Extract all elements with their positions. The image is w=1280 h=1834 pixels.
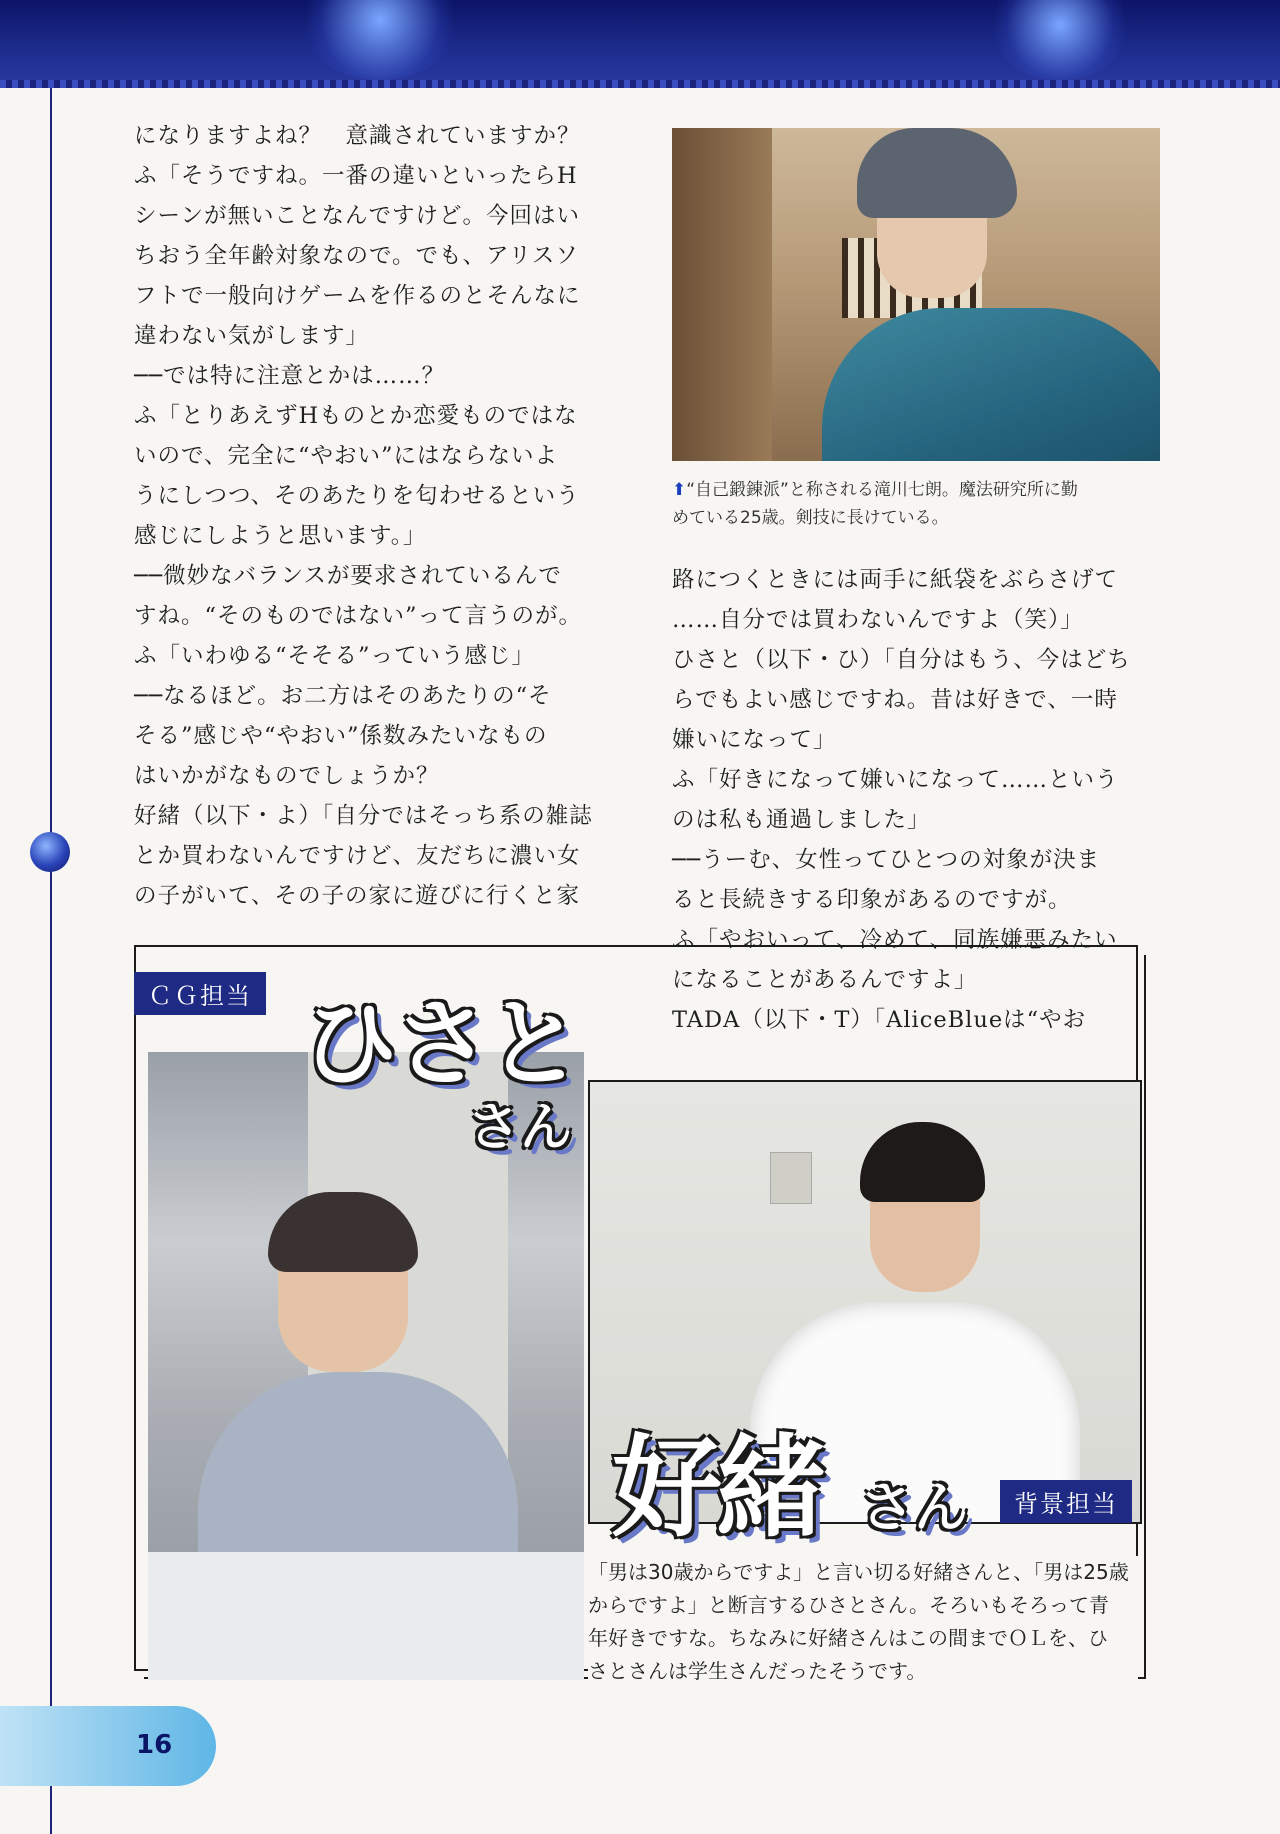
text-line: ふ「そうですね。一番の違いといったらH bbox=[134, 163, 578, 189]
page-number-tab bbox=[0, 1706, 216, 1786]
text-line: らでもよい感じですね。昔は好きで、一時 bbox=[672, 687, 1118, 713]
text-line: はいかがなものでしょうか？ bbox=[134, 763, 440, 789]
character-robe bbox=[822, 308, 1160, 461]
photo-hair bbox=[860, 1122, 985, 1202]
image-caption bbox=[672, 476, 1162, 532]
text-line: そる”感じや“やおい”係数みたいなもの bbox=[134, 723, 548, 749]
text-line: いので、完全に“やおい”にはならないよ bbox=[134, 443, 559, 469]
banner-glow bbox=[990, 0, 1130, 80]
text-line: すね。“そのものではない”って言うのが。 bbox=[134, 603, 583, 629]
text-line: ──うーむ、女性ってひとつの対象が決ま bbox=[672, 847, 1101, 873]
caption-line: 「男は30歳からですよ」と言い切る好緒さんと、「男は25歳 bbox=[588, 1560, 1129, 1584]
caption-line: めている25歳。剣技に長けている。 bbox=[672, 508, 949, 528]
text-line: 違わない気がします」 bbox=[134, 323, 370, 349]
text-line: 路につくときには両手に紙袋をぶらさげて bbox=[672, 567, 1119, 593]
honorific-yoshio: さん bbox=[860, 1475, 968, 1539]
text-line: のは私も通過しました」 bbox=[672, 807, 931, 833]
text-line: フトで一般向けゲームを作るのとそんなに bbox=[134, 283, 581, 309]
name-title-yoshio: 好緒 bbox=[612, 1423, 820, 1552]
text-line: TADA（以下・T）「AliceBlueは“やお bbox=[672, 1007, 1087, 1033]
text-line: になることがあるんですよ」 bbox=[672, 967, 978, 993]
photo-caption bbox=[588, 1556, 1138, 1688]
text-line: 嫌いになって」 bbox=[672, 727, 837, 753]
margin-rule bbox=[50, 88, 52, 1834]
character-hair bbox=[857, 128, 1017, 218]
photo-wall-switch bbox=[770, 1152, 812, 1204]
text-line: ふ「とりあえずHものとか恋愛ものではな bbox=[134, 403, 578, 429]
up-arrow-icon: ⬆ bbox=[672, 480, 687, 500]
caption-line: さとさんは学生さんだったそうです。 bbox=[588, 1659, 927, 1683]
door-frame bbox=[672, 128, 772, 461]
interview-text-left bbox=[134, 116, 624, 916]
text-line: ると長続きする印象があるのですが。 bbox=[672, 887, 1072, 913]
text-line: ──では特に注意とかは……？ bbox=[134, 363, 446, 389]
text-line: 好緒（以下・よ）「自分ではそっち系の雑誌 bbox=[134, 803, 593, 829]
margin-bullet-icon bbox=[30, 832, 70, 872]
text-line: 感じにしようと思います。」 bbox=[134, 523, 427, 549]
banner-stripe bbox=[0, 80, 1280, 88]
text-line: ──微妙なバランスが要求されているんで bbox=[134, 563, 562, 589]
text-line: うにしつつ、そのあたりを匂わせるという bbox=[134, 483, 580, 509]
text-line: とか買わないんですけど、友だちに濃い女 bbox=[134, 843, 581, 869]
photo-table bbox=[148, 1552, 584, 1680]
caption-line: 年好きですな。ちなみに好緒さんはこの間までＯＬを、ひ bbox=[588, 1626, 1108, 1650]
caption-line: ⬆“自己鍛錬派”と称される滝川七朗。魔法研究所に勤 bbox=[672, 480, 1078, 500]
name-title-hisato: ひさと bbox=[302, 987, 578, 1100]
banner-glow bbox=[300, 0, 460, 80]
text-line: ちおう全年齢対象なので。でも、アリスソ bbox=[134, 243, 579, 269]
character-screenshot bbox=[672, 128, 1160, 461]
honorific-hisato: さん bbox=[468, 1097, 573, 1158]
text-line: ふ「いわゆる“そそる”っていう感じ」 bbox=[134, 643, 536, 669]
caption-line: からですよ」と断言するひさとさん。そろいもそろって青 bbox=[588, 1593, 1109, 1617]
role-tag-cg: ＣＧ担当 bbox=[134, 972, 266, 1015]
text-line: ふ「やおいって、冷めて、同族嫌悪みたい bbox=[672, 927, 1118, 953]
text-line: ふ「好きになって嫌いになって……という bbox=[672, 767, 1119, 793]
text-line: ……自分では買わないんですよ（笑）」 bbox=[672, 607, 1084, 633]
text-line: の子がいて、その子の家に遊びに行くと家 bbox=[134, 883, 581, 909]
role-tag-background: 背景担当 bbox=[1000, 1480, 1132, 1523]
page-number: 16 bbox=[136, 1730, 173, 1760]
header-banner bbox=[0, 0, 1280, 88]
text-line: ──なるほど。お二方はそのあたりの“そ bbox=[134, 683, 552, 709]
text-line: になりますよね？ 意識されていますか？ bbox=[134, 123, 581, 149]
text-line: ひさと（以下・ひ）「自分はもう、今はどち bbox=[672, 647, 1131, 673]
text-line: シーンが無いことなんですけど。今回はい bbox=[134, 203, 581, 229]
